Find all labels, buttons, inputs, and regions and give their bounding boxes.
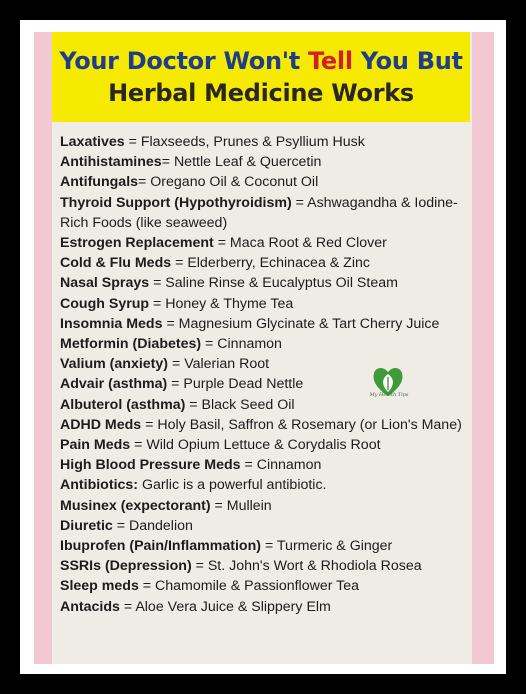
item-label: Pain Meds (60, 437, 131, 454)
item-label: Antifungals (60, 174, 139, 191)
item-label: Albuterol (asthma) (60, 396, 186, 413)
item-label: Antacids (60, 598, 120, 615)
item-label: Estrogen Replacement (60, 235, 214, 252)
item-separator: = (210, 497, 227, 514)
item-label: Metformin (Diabetes) (60, 336, 202, 353)
item-label: Antihistamines (60, 154, 162, 171)
item-separator: = (124, 134, 141, 150)
item-value: Wild Opium Lettuce & Corydalis Root (146, 437, 381, 454)
item-value: St. John's Wort & Rhodiola Rosea (207, 558, 422, 575)
logo-text: My Health Tips (369, 392, 409, 398)
item-separator: = (138, 174, 151, 191)
item-value: Mullein (226, 497, 272, 514)
item-label: Cough Syrup (60, 295, 150, 312)
item-separator: = (149, 275, 166, 292)
list-item (60, 536, 464, 556)
list-item (60, 334, 464, 354)
item-label: High Blood Pressure Meds (60, 457, 241, 474)
list-item (60, 193, 464, 233)
list-item (60, 475, 464, 495)
list-item (60, 233, 464, 253)
item-separator: = (138, 578, 156, 595)
item-label: Antibiotics: (60, 477, 139, 494)
list-item (60, 172, 464, 192)
list-item (60, 152, 464, 172)
list-item (60, 556, 464, 576)
item-separator: = (162, 315, 179, 332)
item-label: Musinex (expectorant) (60, 497, 211, 514)
list-item (60, 496, 464, 516)
item-separator: = (161, 154, 174, 171)
item-separator: = (141, 416, 158, 433)
list-item (60, 455, 464, 475)
item-separator: = (168, 356, 185, 373)
list-item (60, 516, 464, 536)
item-separator: = (130, 437, 147, 454)
item-label: Ibuprofen (Pain/Inflammation) (60, 538, 261, 555)
item-label: SSRIs (Depression) (60, 558, 192, 575)
item-separator: = (112, 517, 129, 534)
title-text-a: Your Doctor Won't (59, 47, 309, 75)
item-value: Garlic is a powerful antibiotic. (141, 477, 327, 494)
item-value: Cinnamon (256, 457, 322, 474)
item-separator: = (185, 396, 202, 413)
item-separator: = (191, 558, 208, 575)
item-value: Nettle Leaf & Quercetin (173, 154, 322, 171)
item-separator: = (291, 194, 308, 211)
item-value: Turmeric & Ginger (276, 538, 393, 555)
item-label: Laxatives (60, 134, 125, 150)
item-label: Sleep meds (60, 578, 139, 595)
item-value: Elderberry, Echinacea & Zinc (187, 255, 370, 272)
item-separator: = (261, 538, 277, 555)
item-label: ADHD Meds (60, 416, 142, 433)
list-item (60, 273, 464, 293)
list-item (60, 132, 464, 152)
item-value: Aloe Vera Juice & Slippery Elm (135, 598, 331, 615)
item-separator: = (240, 457, 257, 474)
item-value: Valerian Root (184, 356, 270, 373)
item-value: Maca Root & Red Clover (229, 235, 387, 252)
item-separator: = (171, 255, 188, 272)
list-item (60, 294, 464, 314)
item-label: Advair (asthma) (60, 376, 168, 393)
item-value: Purple Dead Nettle (183, 376, 304, 393)
title-text-tell: Tell (308, 47, 353, 75)
item-label: Insomnia Meds (60, 315, 163, 332)
list-item (60, 597, 464, 617)
item-label: Valium (anxiety) (60, 356, 169, 373)
item-value: Magnesium Glycinate & Tart Cherry Juice (178, 315, 440, 332)
item-value: Ashwagandha & Iodine-Rich Foods (like seaweed) (60, 194, 458, 231)
item-label: Thyroid Support (Hypothyroidism) (60, 194, 292, 211)
title-text-b: You But (352, 47, 463, 75)
title-banner (52, 32, 470, 122)
item-value: Chamomile & Passionflower Tea (155, 578, 360, 595)
item-label: Cold & Flu Meds (60, 255, 172, 272)
item-label: Diuretic (60, 517, 113, 534)
list-item (60, 415, 464, 435)
list-item (60, 253, 464, 273)
item-value: Black Seed Oil (201, 396, 295, 413)
item-separator: = (201, 336, 218, 353)
item-value: Honey & Thyme Tea (165, 295, 294, 312)
item-value: Cinnamon (217, 336, 282, 353)
item-label: Nasal Sprays (60, 275, 150, 292)
list-item (60, 435, 464, 455)
item-separator: = (149, 295, 166, 312)
item-separator: = (167, 376, 184, 393)
item-value: Flaxseeds, Prunes & Psyllium Husk (140, 134, 365, 150)
item-value: Holy Basil, Saffron & Rosemary (or Lion's Mane) (157, 416, 462, 433)
title-line-2: Herbal Medicine Works (108, 79, 414, 107)
item-separator: = (213, 235, 230, 252)
item-value: Oregano Oil & Coconut Oil (150, 174, 319, 191)
title-line-1 (59, 45, 462, 77)
item-value: Saline Rinse & Eucalyptus Oil Steam (165, 275, 398, 292)
item-separator: = (119, 598, 136, 615)
list-item (60, 314, 464, 334)
item-value: Dandelion (129, 517, 193, 534)
list-item (60, 576, 464, 596)
